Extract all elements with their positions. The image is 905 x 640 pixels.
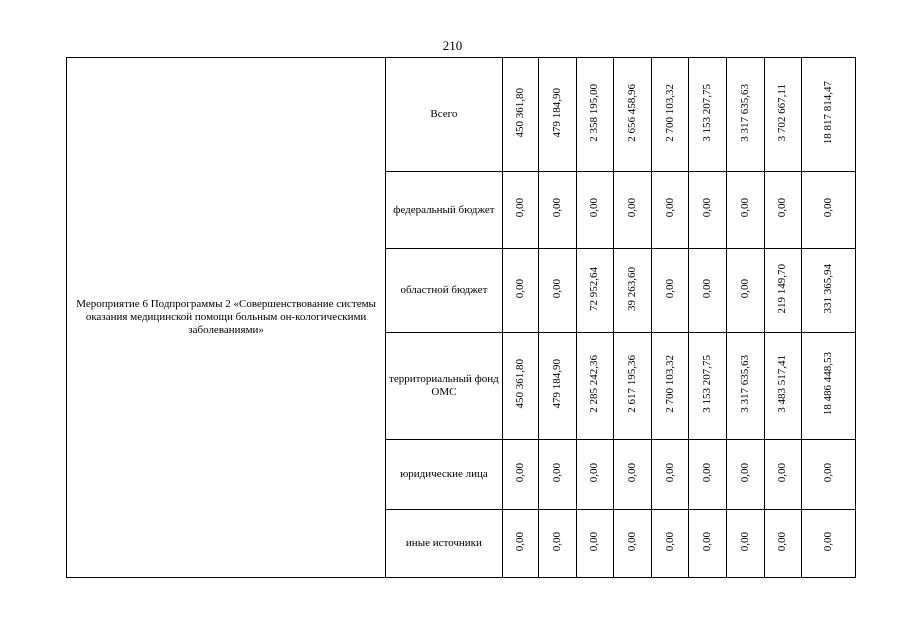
amount-value: 0,00 [513, 462, 526, 483]
amount-cell [764, 249, 801, 333]
amount-cell [801, 172, 855, 249]
funding-source-cell [386, 58, 502, 172]
amount-value: 0,00 [513, 278, 526, 299]
amount-cell [764, 172, 801, 249]
amount-value: 0,00 [821, 198, 834, 218]
amount-value: 0,00 [550, 198, 563, 218]
amount-value: 0,00 [739, 462, 752, 483]
amount-value: 0,00 [701, 278, 714, 299]
amount-cell [502, 440, 538, 510]
amount-value: 0,00 [776, 198, 789, 218]
amount-cell [764, 333, 801, 440]
amount-cell [614, 510, 652, 578]
amount-cell [689, 333, 727, 440]
amount-cell [576, 333, 613, 440]
amount-cell [614, 58, 652, 172]
amount-cell [538, 510, 576, 578]
amount-value: 39 263,60 [626, 266, 639, 311]
funding-source-label: областной бюджет [400, 284, 488, 296]
amount-value: 3 702 667,11 [776, 83, 789, 142]
amount-value: 0,00 [588, 531, 601, 552]
amount-cell [764, 510, 801, 578]
amount-cell [689, 249, 727, 333]
amount-cell [689, 58, 727, 172]
amount-cell [689, 440, 727, 510]
amount-cell [727, 58, 764, 172]
amount-cell [801, 58, 855, 172]
amount-cell [502, 333, 538, 440]
amount-value: 2 617 195,36 [626, 355, 639, 413]
funding-source-label: иные источники [405, 537, 482, 549]
amount-value: 0,00 [821, 462, 834, 483]
amount-value: 3 153 207,75 [701, 355, 714, 413]
amount-value: 18 817 814,47 [821, 80, 834, 145]
amount-value: 0,00 [701, 462, 714, 483]
amount-cell [576, 58, 613, 172]
amount-cell [576, 510, 613, 578]
amount-value: 479 184,90 [550, 359, 563, 409]
amount-value: 0,00 [513, 198, 526, 218]
amount-cell [727, 510, 764, 578]
amount-value: 0,00 [588, 462, 601, 483]
event-name-cell [67, 58, 386, 578]
funding-source-label: юридические лица [400, 468, 488, 480]
funding-source-cell [386, 249, 502, 333]
amount-cell [576, 249, 613, 333]
event-name: Мероприятие 6 Подпрограммы 2 «Совершенствование системы оказания медицинской помощи больным он-кологическими заболеваниями» [76, 298, 376, 336]
amount-cell [652, 440, 689, 510]
funding-source-cell [386, 333, 502, 440]
amount-value: 0,00 [739, 198, 752, 218]
amount-value: 2 700 103,32 [663, 83, 676, 142]
amount-cell [538, 249, 576, 333]
amount-cell [614, 172, 652, 249]
amount-cell [538, 58, 576, 172]
amount-value: 0,00 [776, 462, 789, 483]
funding-source-label: Всего [430, 108, 458, 120]
amount-cell [502, 58, 538, 172]
amount-cell [689, 172, 727, 249]
amount-cell [801, 333, 855, 440]
funding-source-cell [386, 440, 502, 510]
funding-source-cell [386, 510, 502, 578]
amount-value: 3 317 635,63 [739, 83, 752, 142]
amount-value: 0,00 [550, 462, 563, 483]
amount-value: 331 365,94 [821, 263, 834, 314]
amount-cell [652, 510, 689, 578]
amount-value: 3 153 207,75 [701, 83, 714, 142]
amount-value: 0,00 [626, 462, 639, 483]
amount-value: 0,00 [739, 278, 752, 299]
funding-source-cell [386, 172, 502, 249]
amount-value: 0,00 [776, 531, 789, 552]
amount-cell [538, 333, 576, 440]
amount-value: 3 483 517,41 [776, 355, 789, 413]
amount-cell [652, 333, 689, 440]
amount-cell [801, 440, 855, 510]
amount-cell [764, 58, 801, 172]
amount-cell [764, 440, 801, 510]
amount-value: 0,00 [739, 531, 752, 552]
funding-source-label: федеральный бюджет [393, 203, 495, 216]
amount-value: 72 952,64 [588, 266, 601, 311]
amount-cell [614, 249, 652, 333]
amount-cell [727, 333, 764, 440]
amount-value: 18 486 448,53 [821, 352, 834, 416]
amount-value: 2 358 195,00 [588, 83, 601, 142]
amount-cell [689, 510, 727, 578]
amount-value: 0,00 [701, 531, 714, 552]
budget-table [66, 57, 856, 578]
page-number: 210 [442, 38, 463, 53]
amount-cell [502, 249, 538, 333]
amount-cell [614, 440, 652, 510]
amount-value: 219 149,70 [776, 263, 789, 314]
amount-cell [576, 440, 613, 510]
amount-value: 3 317 635,63 [739, 355, 752, 413]
amount-value: 2 700 103,32 [663, 355, 676, 413]
amount-value: 0,00 [701, 198, 714, 218]
amount-value: 0,00 [550, 278, 563, 299]
amount-value: 0,00 [663, 462, 676, 483]
table-row [67, 58, 856, 172]
amount-cell [576, 172, 613, 249]
amount-value: 2 656 458,96 [626, 83, 639, 142]
amount-cell [502, 172, 538, 249]
amount-cell [652, 172, 689, 249]
amount-value: 0,00 [821, 531, 834, 552]
amount-value: 0,00 [588, 198, 601, 218]
funding-source-label: территориальный фонд ОМС [389, 373, 499, 398]
amount-cell [727, 172, 764, 249]
amount-cell [652, 58, 689, 172]
amount-value: 479 184,90 [550, 87, 563, 138]
amount-cell [538, 172, 576, 249]
amount-cell [801, 249, 855, 333]
amount-cell [614, 333, 652, 440]
amount-value: 450 361,80 [513, 359, 526, 409]
amount-value: 0,00 [550, 531, 563, 552]
amount-value: 0,00 [663, 278, 676, 299]
amount-value: 0,00 [663, 531, 676, 552]
amount-value: 0,00 [626, 198, 639, 218]
amount-value: 0,00 [626, 531, 639, 552]
amount-value: 2 285 242,36 [588, 355, 601, 413]
amount-cell [727, 249, 764, 333]
amount-cell [538, 440, 576, 510]
amount-value: 0,00 [513, 531, 526, 552]
amount-cell [502, 510, 538, 578]
amount-cell [801, 510, 855, 578]
amount-cell [652, 249, 689, 333]
amount-value: 450 361,80 [513, 87, 526, 138]
amount-cell [727, 440, 764, 510]
amount-value: 0,00 [663, 198, 676, 218]
